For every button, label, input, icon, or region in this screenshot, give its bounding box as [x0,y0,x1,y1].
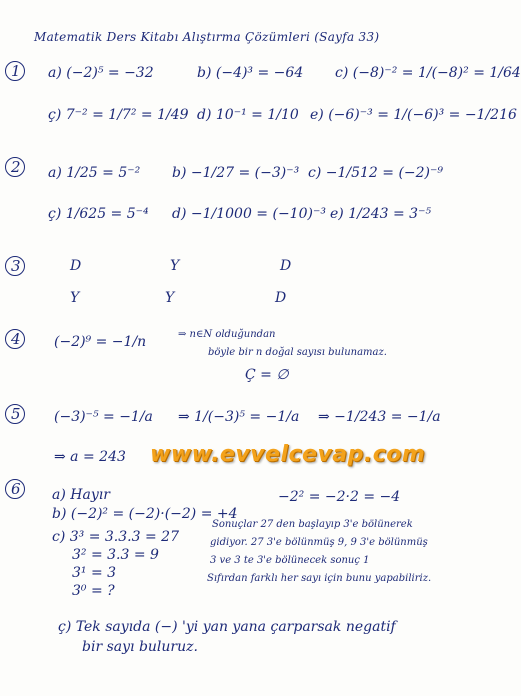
section-number-5: 5 [11,405,21,423]
page-title: Matematik Ders Kitabı Alıştırma Çözümleri (Sayfa 33) [34,30,380,44]
q5-equation-3: ⇒ −1/243 = −1/a [318,409,441,425]
q6-c-note-3: 3 ve 3 te 3'e bölünecek sonuç 1 [210,555,370,566]
watermark-text: www.evvelcevap.com [150,442,426,467]
q1-e: e) (−6)⁻³ = 1/(−6)³ = −1/216 [310,107,517,123]
q2-d: d) −1/1000 = (−10)⁻³ [172,206,326,222]
q6-c-3: 3¹ = 3 [72,565,117,581]
q3-r2-c3: D [275,290,287,306]
q6-c-4: 3⁰ = ? [72,583,115,599]
q3-r1-c2: Y [170,258,180,274]
q2-a: a) 1/25 = 5⁻² [48,165,141,181]
q3-r2-c1: Y [70,290,80,306]
q2-c: c) −1/512 = (−2)⁻⁹ [308,165,444,181]
q1-d: d) 10⁻¹ = 1/10 [197,107,299,123]
q6-b-2: −2² = −2·2 = −4 [278,489,401,505]
q2-b: b) −1/27 = (−3)⁻³ [172,165,300,181]
q1-c: c) (−8)⁻² = 1/(−8)² = 1/64 [335,65,521,81]
q1-cc: ç) 7⁻² = 1/7² = 1/49 [48,107,189,123]
q5-equation-1: (−3)⁻⁵ = −1/a [54,409,153,425]
q6-cc-2: bir sayı buluruz. [82,639,198,655]
q5-answer: ⇒ a = 243 [54,449,126,465]
q3-r1-c1: D [70,258,82,274]
q4-solution-set: Ç = ∅ [245,367,289,383]
q6-c-2: 3² = 3.3 = 9 [72,547,159,563]
q4-equation: (−2)⁹ = −1/n [54,334,147,350]
q2-cc: ç) 1/625 = 5⁻⁴ [48,206,149,222]
section-number-1: 1 [11,62,21,80]
q2-e: e) 1/243 = 3⁻⁵ [330,206,432,222]
q6-cc-1: ç) Tek sayıda (−) 'yi yan yana çarparsak negatif [58,619,396,635]
q6-a: a) Hayır [52,487,110,503]
q1-b: b) (−4)³ = −64 [197,65,304,81]
q1-a: a) (−2)⁵ = −32 [48,65,154,81]
q4-note-2: böyle bir n doğal sayısı bulunamaz. [208,347,387,358]
q3-r2-c2: Y [165,290,175,306]
q5-equation-2: ⇒ 1/(−3)⁵ = −1/a [178,409,300,425]
section-number-6: 6 [11,480,21,498]
section-number-2: 2 [11,158,21,176]
q3-r1-c3: D [280,258,292,274]
section-number-3: 3 [11,257,21,275]
q6-c-note-2: gidiyor. 27 3'e bölünmüş 9, 9 3'e bölünmüş [210,537,428,548]
q4-note-1: ⇒ n∈N olduğundan [178,329,276,340]
q6-c-1: c) 3³ = 3.3.3 = 27 [52,529,179,545]
q6-b: b) (−2)² = (−2)·(−2) = +4 [52,506,238,522]
q6-c-note-1: Sonuçlar 27 den başlayıp 3'e bölünerek [212,519,413,530]
section-number-4: 4 [11,330,21,348]
q6-c-note-4: Sıfırdan farklı her sayı için bunu yapabiliriz. [207,573,432,584]
